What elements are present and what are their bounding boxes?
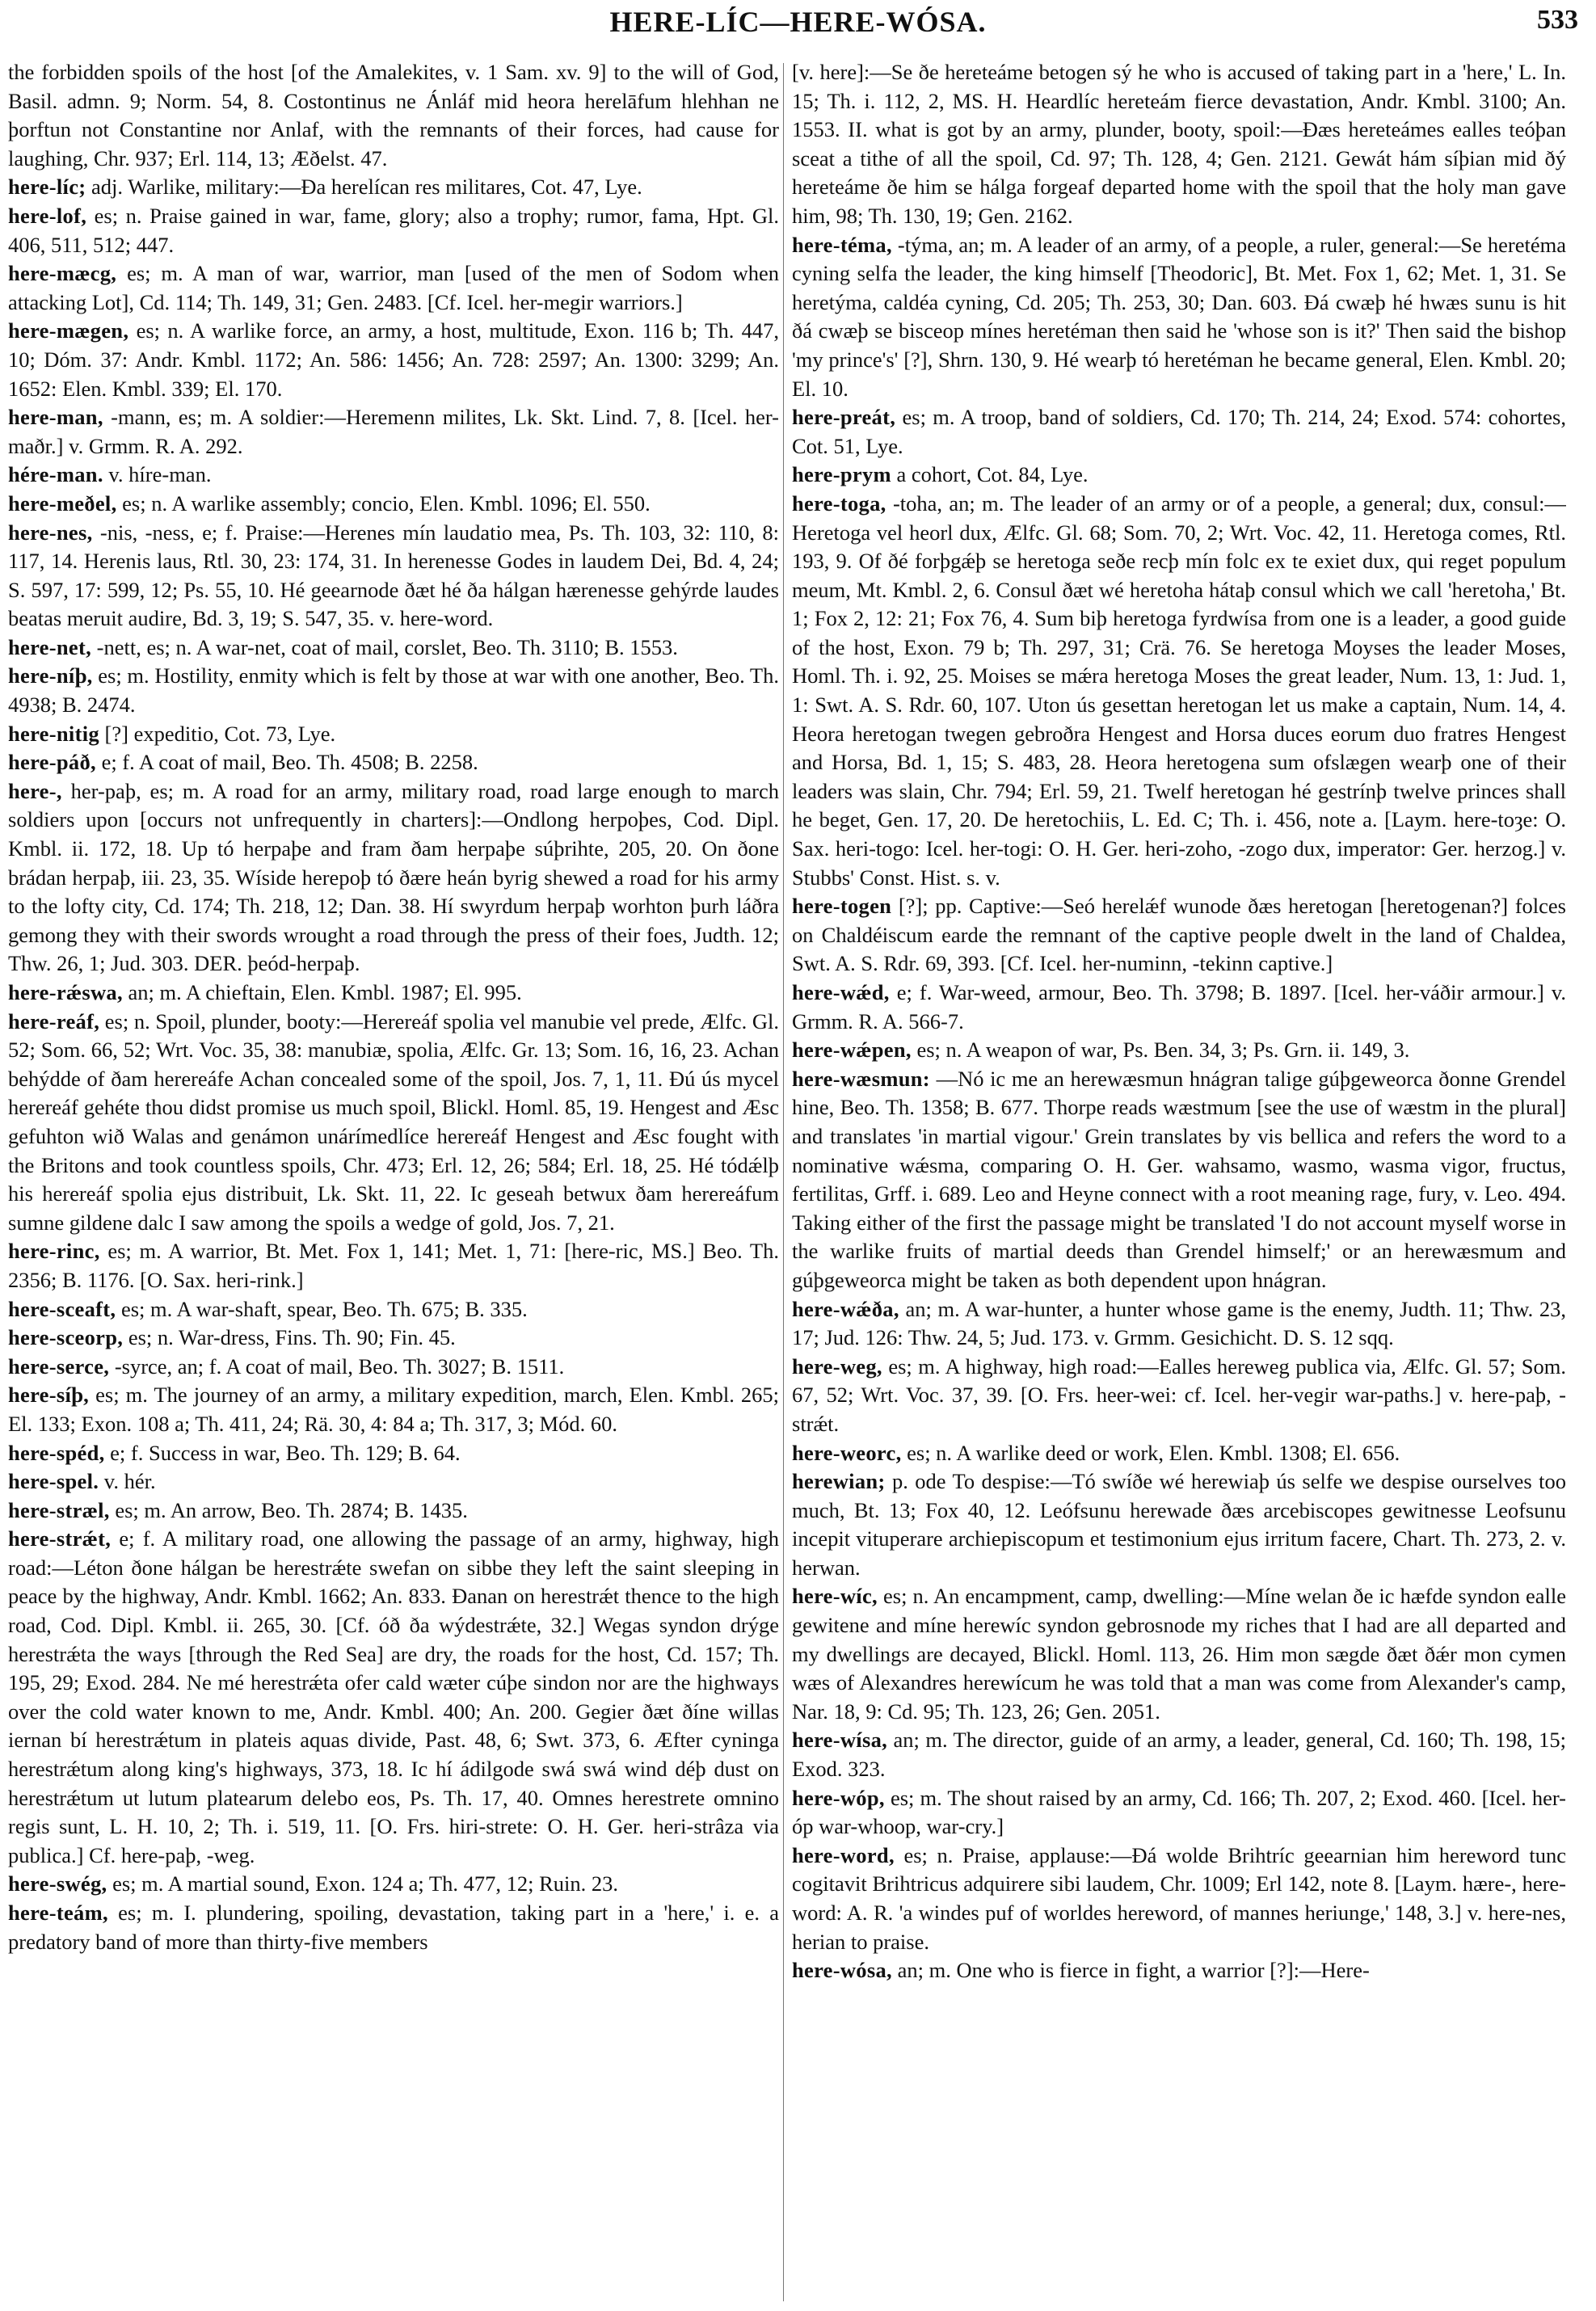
entry-definition: an; m. A war-hunter, a hunter whose game is the enemy, Judth. 11; Thw. 23, 17; Jud. 126: Thw. 24, 5; Jud. 173. v. Grmm. Gesichicht. D. S. 12 sqq. [792, 1296, 1566, 1350]
entry-definition: es; m. The journey of an army, a military expedition, march, Elen. Kmbl. 265; El. 133; Exon. 108 a; Th. 411, 24; Rä. 30, 4: 84 a; Th. 317, 3; Mód. 60. [8, 1383, 779, 1436]
dictionary-entry [792, 490, 1566, 892]
entry-headword: here-wǽd, [792, 980, 890, 1004]
dictionary-entry [792, 1726, 1566, 1783]
entry-headword: here-teám, [8, 1901, 108, 1925]
dictionary-entry [8, 461, 779, 490]
entry-definition: adj. Warlike, military:—Ða herelícan res militares, Cot. 47, Lye. [91, 175, 642, 200]
dictionary-entry [8, 720, 779, 749]
entry-definition: an; m. The director, guide of an army, a leader, general, Cd. 160; Th. 198, 15; Exod. 323. [792, 1728, 1566, 1782]
entry-headword: here-nitig [8, 721, 99, 746]
entry-headword: here-wǽða, [792, 1296, 899, 1321]
entry-headword: here-sceaft, [8, 1296, 116, 1321]
dictionary-entry [8, 777, 779, 979]
entry-definition: es; n. A weapon of war, Ps. Ben. 34, 3; Ps. Grn. ii. 149, 3. [916, 1038, 1410, 1063]
dictionary-entry [8, 1525, 779, 1870]
entry-definition: v. híre-man. [108, 462, 212, 487]
entry-headword: here-swég, [8, 1871, 107, 1896]
entry-headword: here-preát, [792, 405, 896, 430]
entry-headword: here-rinc, [8, 1239, 100, 1264]
dictionary-entry [8, 1870, 779, 1899]
dictionary-entry [8, 1899, 779, 1956]
dictionary-entry [8, 1324, 779, 1353]
entry-definition: e; f. A coat of mail, Beo. Th. 4508; B. 2258. [101, 750, 478, 775]
entry-definition: es; n. A warlike force, an army, a host, multitude, Exon. 116 b; Th. 447, 10; Dóm. 37: Andr. Kmbl. 1172; An. 586: 1456; An. 728: 2597; An. 1300: 3299; An. 1652: Elen. Kmbl. 339; El. 170. [8, 318, 779, 401]
dictionary-entry [792, 1353, 1566, 1439]
entry-definition: the forbidden spoils of the host [of the Amalekites, v. 1 Sam. xv. 9] to the will of God, Basil. admn. 9; Norm. 54, 8. Costontinus ne Ánláf mid heora herelāfum hlehhan ne þorftun not Constantine nor Anlaf, with the remnants of their forces, had cause for laughing, Chr. 937; Erl. 114, 13; Æðelst. 47. [8, 60, 779, 170]
entry-definition: an; m. One who is fierce in fight, a warrior [?]:—Here- [897, 1958, 1370, 1983]
dictionary-entry [792, 231, 1566, 404]
dictionary-entry [792, 1582, 1566, 1726]
entry-definition: an; m. A chieftain, Elen. Kmbl. 1987; El. 995. [128, 980, 522, 1004]
entry-headword: here-wǽpen, [792, 1038, 912, 1063]
entry-definition: es; m. The shout raised by an army, Cd. 166; Th. 207, 2; Exod. 460. [Icel. her-óp war-whoop, war-cry.] [792, 1785, 1566, 1839]
entry-headword: here-spéd, [8, 1440, 105, 1465]
entry-definition: es; n. Praise, applause:—Ðá wolde Brihtríc geearnian him hereword tunc cogitavit Brihtricus adquirere sibi laudem, Chr. 1009; Erl 142, note 8. [Laym. hære-, here-word: A. R. 'a windes puf of worldes hereword, of mannes heriunge,' 148, 3.] v. here-nes, herian to praise. [792, 1842, 1566, 1954]
column-divider [783, 63, 784, 2301]
dictionary-entry [792, 892, 1566, 979]
entry-definition: -týma, an; m. A leader of an army, of a people, a ruler, general:—Se heretéma cyning selfa the leader, the king himself [Theodoric], Bt. Met. Fox 1, 62; Met. 1, 31. Se heretýma, caldéa cyning, Cd. 205; Th. 253, 30; Dan. 603. Ðá cwæþ hé hwæs sunu is hit ðá cwæþ se bisceop mínes heretéman then said he 'whose son is it?' Then said the bishop 'my prince's' [?], Shrn. 130, 9. Hé wearþ tó heretéman he became general, Elen. Kmbl. 20; El. 10. [792, 232, 1566, 401]
entry-headword: here-lof, [8, 203, 87, 228]
dictionary-entry [8, 662, 779, 719]
entry-headword: here-mæcg, [8, 261, 117, 286]
entry-definition: es; m. A man of war, warrior, man [used of the men of Sodom when attacking Lot], Cd. 114; Th. 149, 31; Gen. 2483. [Cf. Icel. her-megir warriors.] [8, 261, 779, 314]
running-title: HERE-LÍC—HERE-WÓSA. [609, 6, 987, 38]
entry-headword: here-net, [8, 634, 92, 659]
dictionary-entry [8, 1439, 779, 1468]
entry-headword: here-prym [792, 462, 891, 487]
right-column [792, 58, 1566, 2305]
dictionary-entry [8, 1295, 779, 1324]
entry-headword: here-síþ, [8, 1383, 90, 1408]
entry-headword: here-stræl, [8, 1497, 110, 1522]
entry-headword: here-serce, [8, 1353, 110, 1379]
entry-definition: es; n. A warlike assembly; concio, Elen. Kmbl. 1096; El. 550. [122, 490, 651, 516]
dictionary-entry [8, 1237, 779, 1294]
entry-definition: a cohort, Cot. 84, Lye. [896, 462, 1089, 487]
entry-definition: es; n. War-dress, Fins. Th. 90; Fin. 45. [128, 1325, 456, 1350]
entry-definition: es; m. A war-shaft, spear, Beo. Th. 675; B. 335. [120, 1296, 528, 1321]
entry-headword: here-mægen, [8, 318, 129, 343]
dictionary-entry [8, 1496, 779, 1526]
page-header [0, 5, 1596, 40]
entry-definition: es; m. An arrow, Beo. Th. 2874; B. 1435. [115, 1497, 468, 1522]
dictionary-entry [792, 403, 1566, 461]
entry-headword: here-word, [792, 1842, 895, 1867]
dictionary-entry [8, 634, 779, 663]
dictionary-entry [792, 1842, 1566, 1956]
entry-definition: es; m. A troop, band of soldiers, Cd. 170; Th. 214, 24; Exod. 574: cohortes, Cot. 51, Lye. [792, 405, 1566, 458]
dictionary-entry [792, 1439, 1566, 1468]
dictionary-entry [792, 1784, 1566, 1842]
dictionary-entry [8, 1381, 779, 1438]
dictionary-entry [792, 979, 1566, 1036]
entry-headword: here-wæsmun: [792, 1066, 930, 1091]
entry-headword: here-meðel, [8, 490, 117, 516]
dictionary-entry [792, 1295, 1566, 1353]
entry-definition: p. ode To despise:—Tó swíðe wé herewiaþ ús selfe we despise ourselves too much, Bt. 13; Fox 40, 12. Leófsunu herewade ðæs arcebiscopes gewitnesse Leofsunu incepit vituperare archiepiscopum et testimonium ejus irritum facere, Chart. Th. 273, 2. v. herwan. [792, 1469, 1566, 1580]
dictionary-entry [8, 259, 779, 317]
dictionary-entry [8, 519, 779, 634]
dictionary-entry [792, 1036, 1566, 1065]
entry-definition: es; m. A martial sound, Exon. 124 a; Th. 477, 12; Ruin. 23. [112, 1871, 619, 1896]
entry-definition: es; n. Spoil, plunder, booty:—Herereáf spolia vel manubie vel prede, Ælfc. Gl. 52; Som. 66, 52; Wrt. Voc. 35, 38: manubiæ, spolia, Ælfc. Gr. 13; Som. 16, 16, 23. Achan behýdde of ðam herereáfe Achan concealed some of the spoil, Jos. 7, 1, 11. Ðú ús mycel herereáf gehéte thou didst promise us much spoil, Blickl. Homl. 85, 19. Hengest and Æsc gefuhton wið Walas and genámon unárímedlíce herereáf Hengest and Æsc fought with the Britons and took countless spoils, Chr. 473; Erl. 12, 26; 584; Erl. 18, 25. Hé tódǽlþ his herereáf spolia ejus distribuit, Lk. Skt. 11, 22. Ic geseah betwux ðam herereáfum sumne gildene dalc I saw among the spoils a wedge of gold, Jos. 7, 21. [8, 1008, 779, 1235]
entry-headword: here-sceorp, [8, 1325, 124, 1350]
entry-headword: here-líc; [8, 175, 86, 200]
entry-headword: here-reáf, [8, 1008, 100, 1033]
dictionary-entry [8, 490, 779, 519]
entry-definition: -nett, es; n. A war-net, coat of mail, corslet, Beo. Th. 3110; B. 1553. [96, 634, 678, 659]
entry-headword: here-rǽswa, [8, 980, 123, 1004]
entry-headword: here-wóp, [792, 1785, 885, 1810]
entry-definition: e; f. War-weed, armour, Beo. Th. 3798; B. 1897. [Icel. her-váðir armour.] v. Grmm. R. A. 566-7. [792, 980, 1566, 1033]
entry-headword: here-wósa, [792, 1958, 892, 1983]
dictionary-entry [8, 1467, 779, 1496]
entry-definition: es; m. A highway, high road:—Ealles hereweg publica via, Ælfc. Gl. 57; Som. 67, 52; Wrt. Voc. 37, 39. [O. Frs. heer-wei: cf. Icel. her-vegir war-paths.] v. here-paþ, -strǽt. [792, 1353, 1566, 1436]
entry-headword: here-weorc, [792, 1440, 902, 1465]
left-column [8, 58, 779, 2305]
dictionary-entry [8, 173, 779, 202]
entry-definition: —Nó ic me an herewæsmun hnágran talige gúþgeweorca ðonne Grendel hine, Beo. Th. 1358; B. 677. Thorpe reads wæstmum [see the use of wæstm in the plural] and translates 'in martial vigour.' Grein translates by vis bellica and refers the word to a nominative wǽsma, comparing O. H. Ger. wahsamo, wasmo, wasma vigor, fructus, fertilitas, Grff. i. 689. Leo and Heyne connect with a root meaning rage, fury, v. Leo. 494. Taking either of the first the passage might be translated 'I do not account myself worse in the warlike fruits of martial deeds than Grendel himself;' or an herewæsmum and gúþgeweorca might be taken as both dependent upon hnágran. [792, 1066, 1566, 1292]
entry-headword: here-níþ, [8, 663, 93, 688]
dictionary-entry [792, 461, 1566, 490]
entry-definition: -syrce, an; f. A coat of mail, Beo. Th. 3027; B. 1511. [114, 1353, 565, 1379]
entry-headword: here-toga, [792, 490, 886, 516]
page-number: 533 [1537, 5, 1578, 35]
entry-headword: hére-man. [8, 462, 103, 487]
dictionary-entry [8, 979, 779, 1008]
dictionary-entry [8, 202, 779, 259]
entry-headword: here-wíc, [792, 1584, 878, 1609]
entry-headword: here-nes, [8, 520, 93, 545]
dictionary-entry [792, 1956, 1566, 1985]
entry-definition: es; n. An encampment, camp, dwelling:—Míne welan ðe ic hæfde syndon ealle gewitene and míne herewíc syndon gebrosnode my riches that I had are all departed and my dwellings are decayed, Blickl. Homl. 113, 26. Him mon sægde ðæt ðǽr mon cymen wæs of Alexandres herewícum he was told that a man was come from Alexander's camp, Nar. 18, 9: Cd. 95; Th. 123, 26; Gen. 2051. [792, 1584, 1566, 1724]
entry-headword: here-strǽt, [8, 1526, 112, 1551]
entry-definition: es; m. I. plundering, spoiling, devastation, taking part in a 'here,' i. e. a predatory band of more than thirty-five members [8, 1901, 779, 1954]
entry-headword: herewian; [792, 1469, 886, 1494]
dictionary-entry [8, 1353, 779, 1382]
dictionary-entry [8, 1008, 779, 1238]
entry-definition: -toha, an; m. The leader of an army or of a people, a general; dux, consul:—Heretoga vel heorl dux, Ælfc. Gl. 68; Som. 70, 2; Wrt. Voc. 42, 11. Heretoga comes, Rtl. 193, 9. Of ðé forþgǽþ se heretoga seðe recþ mín folc ex te exiet dux, qui reget populum meum, Mt. Kmbl. 2, 6. Consul ðæt wé heretoha hátaþ consul which we call 'heretoha,' Bt. 1; Fox 2, 12: 21; Fox 76, 4. Sum biþ heretoga fyrdwísa from one is a leader, a good guide of the host, Exon. 79 b; Th. 297, 31; Crä. 76. Se heretoga Moyses the leader Moses, Homl. Th. i. 92, 25. Moises se mǽra heretoga Moses the great leader, Num. 13, 1: Jud. 1, 1: Swt. A. S. Rdr. 60, 107. Uton ús gesettan heretogan let us make a captain, Num. 14, 4. Heora heretogan twegen gebroðra Hengest and Horsa duces eorum duo fratres Hengest and Horsa, Bd. 1, 15; S. 483, 28. Heora heretogena sum ofslægen wearþ one of their leaders was slain, Chr. 794; Erl. 59, 21. Twelf heretogan hé gestrínþ twelve princes shall he beget, Gen. 17, 20. De heretochiis, L. Ed. C; Th. i. 456, note a. [Laym. here-toȝe: O. Sax. heri-togo: Icel. her-togi: O. H. Ger. heri-zoho, -zogo dux, imperator: Ger. herzog.] v. Stubbs' Const. Hist. s. v. [792, 490, 1566, 890]
entry-definition: es; n. A warlike deed or work, Elen. Kmbl. 1308; El. 656. [907, 1440, 1400, 1465]
dictionary-entry [8, 748, 779, 777]
entry-headword: here-, [8, 778, 62, 803]
dictionary-entry [792, 1467, 1566, 1582]
entry-definition: v. hér. [103, 1469, 156, 1494]
entry-definition: es; m. A warrior, Bt. Met. Fox 1, 141; Met. 1, 71: [here-ric, MS.] Beo. Th. 2356; B. 1176. [O. Sax. heri-rink.] [8, 1239, 779, 1292]
dictionary-entry [8, 403, 779, 461]
entry-headword: here-man, [8, 405, 103, 430]
entry-headword: here-spel. [8, 1469, 99, 1494]
entry-definition: es; m. Hostility, enmity which is felt by those at war with one another, Beo. Th. 4938; B. 2474. [8, 663, 779, 718]
entry-definition: e; f. A military road, one allowing the passage of an army, highway, high road:—Léton ðone hálgan be herestrǽte swefan on sibbe they left the saint sleeping in peace by the highway, Andr. Kmbl. 1662; An. 833. Ðanan on herestrǽt thence to the high road, Cod. Dipl. Kmbl. ii. 265, 30. [Cf. óð ða wýdestrǽte, 32.] Wegas syndon drýge herestrǽta the ways [through the Red Sea] are dry, the roads for the host, Cd. 157; Th. 195, 29; Exod. 284. Ne mé herestrǽta ofer cald wæter cúþe sindon nor are the highways over the cold water known to me, Andr. Kmbl. 400; An. 200. Gegier ðæt ðíne willas iernan bí herestrǽtum in plateis aquas divide, Past. 48, 6; Swt. 373, 6. Æfter cyninga herestrǽtum along king's highways, 373, 18. Ic hí ádilgode swá swá wind déþ dust on herestrǽtum ut lutum platearum delebo eos, Ps. Th. 17, 40. Omnes herestrete omnino regis sunt, L. H. 10, 2; Th. i. 519, 11. [O. Frs. hiri-strete: O. H. Ger. heri-strâza via publica.] Cf. here-paþ, -weg. [8, 1526, 779, 1867]
entry-headword: here-páð, [8, 750, 96, 775]
entry-definition: her-paþ, es; m. A road for an army, military road, road large enough to march soldiers upon [occurs not unfrequently in charters]:—Ondlong herpoþes, Cod. Dipl. Kmbl. ii. 172, 18. Up tó herpaþe and fram ðam herpaþe súþrihte, 205, 20. On ðone brádan herpaþ, iii. 23, 35. Wíside herepoþ tó ðære heán byrig shewed a road for his army to the lofty city, Cd. 174; Th. 218, 12; Dan. 38. Hí swyrdum herpaþ worhton þurh láðra gemong they with their swords wrought a road through the press of their foes, Judth. 12; Thw. 26, 1; Jud. 303. DER. þeód-herpaþ. [8, 778, 779, 976]
dictionary-entry [8, 58, 779, 173]
entry-headword: here-weg, [792, 1353, 882, 1379]
entry-definition: es; n. Praise gained in war, fame, glory; also a trophy; rumor, fama, Hpt. Gl. 406, 511, 512; 447. [8, 203, 779, 257]
dictionary-entry [792, 1065, 1566, 1295]
entry-definition: e; f. Success in war, Beo. Th. 129; B. 64. [110, 1440, 461, 1465]
entry-definition: [?]; pp. Captive:—Seó herelǽf wunode ðæs heretogan [heretogenan?] folces on Chaldéiscum earde the remnant of the captive people dwelt in the land of Chaldea, Swt. A. S. Rdr. 69, 393. [Cf. Icel. her-numinn, -tekinn captive.] [792, 894, 1566, 976]
entry-definition: [v. here]:—Se ðe hereteáme betogen sý he who is accused of taking part in a 'here,' L. In. 15; Th. i. 112, 2, MS. H. Heardlíc hereteám fierce devastation, Andr. Kmbl. 3100; An. 1553. II. what is got by an army, plunder, booty, spoil:—Ðæs hereteámes ealles teóþan sceat a tithe of all the spoil, Cd. 97; Th. 128, 4; Gen. 2121. Gewát hám síþian mid ðý hereteáme ðe him se hálga forgeaf departed home with the spoil that the holy man gave him, 98; Th. 130, 19; Gen. 2162. [792, 60, 1566, 228]
entry-definition: [?] expeditio, Cot. 73, Lye. [104, 721, 336, 746]
entry-headword: here-téma, [792, 232, 892, 257]
entry-definition: -nis, -ness, e; f. Praise:—Herenes mín laudatio mea, Ps. Th. 103, 32: 110, 8: 117, 14. Herenis laus, Rtl. 30, 23: 174, 31. In herenesse Godes in laudem Dei, Bd. 4, 24; S. 597, 17: 599, 12; Ps. 55, 10. Hé geearnode ðæt hé ða hálgan hærenesse gehýrde laudes beatas meruit audire, Bd. 3, 19; S. 547, 35. v. here-word. [8, 520, 779, 631]
dictionary-entry [8, 317, 779, 403]
entry-headword: here-togen [792, 894, 892, 919]
entry-definition: -mann, es; m. A soldier:—Heremenn milites, Lk. Skt. Lind. 7, 8. [Icel. her-maðr.] v. Grmm. R. A. 292. [8, 405, 779, 458]
entry-headword: here-wísa, [792, 1728, 888, 1753]
dictionary-entry [792, 58, 1566, 231]
